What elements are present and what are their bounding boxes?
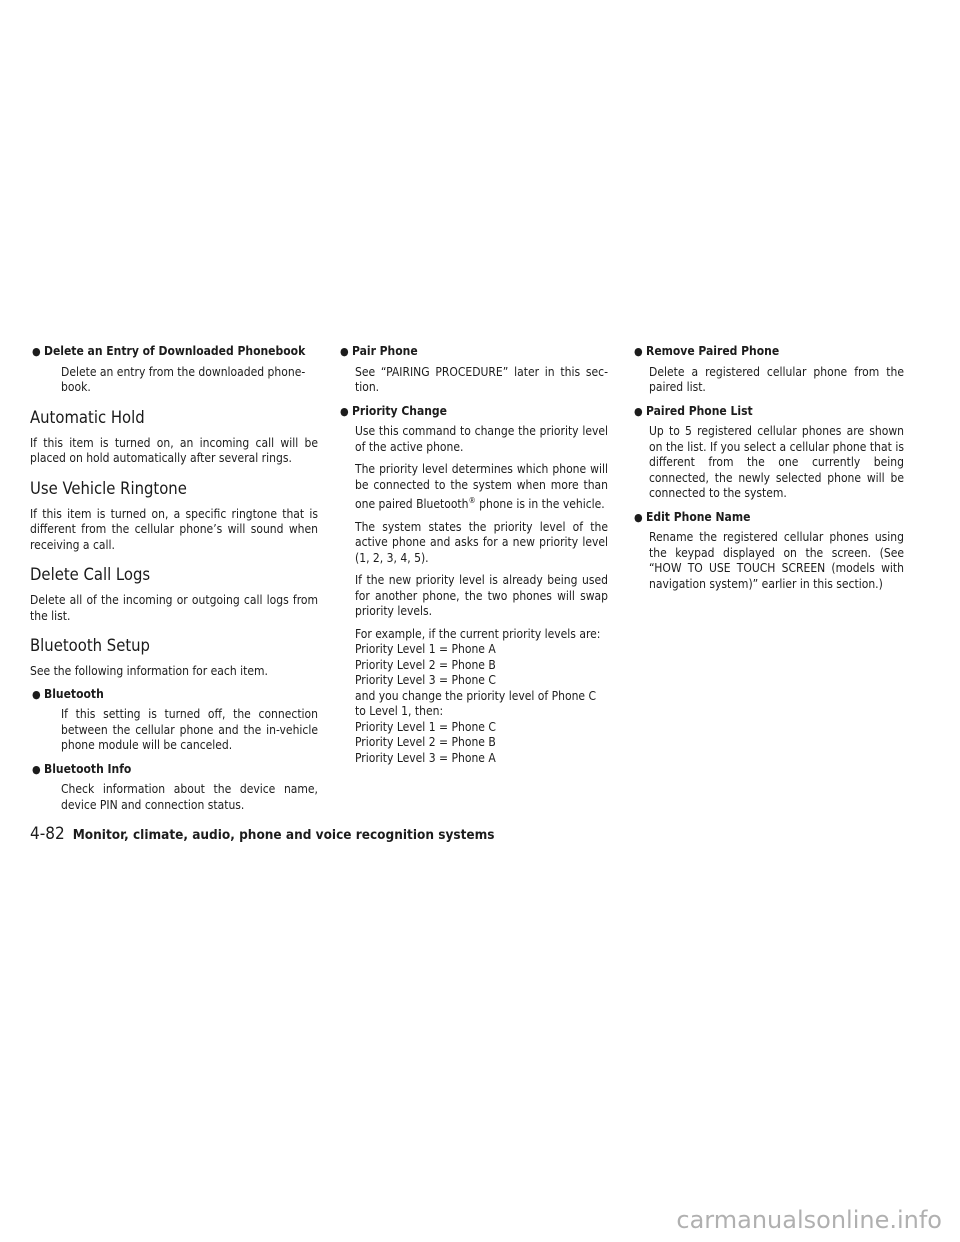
- item-body: [632, 365, 904, 396]
- priority-line: Priority Level 2 = Phone B: [355, 735, 496, 749]
- item-heading: [632, 344, 904, 360]
- priority-line: Priority Level 1 = Phone A: [355, 642, 496, 656]
- paragraph-call-logs: Delete all of the incoming or outgoing call logs from the list.: [30, 593, 318, 623]
- item-title: Bluetooth Info: [44, 761, 132, 776]
- item-text: Use this command to change the priority level of the active phone.: [355, 424, 608, 454]
- text-fragment: The priority level determines which phone will be connected to the system when more than one paired Bluetooth: [355, 462, 608, 511]
- item-heading: [30, 344, 318, 360]
- item-heading: [30, 687, 318, 703]
- page-number: 4-82: [30, 824, 65, 844]
- list-item-bluetooth: [30, 687, 318, 754]
- bullet-icon: ●: [32, 762, 41, 776]
- item-heading: [632, 510, 904, 526]
- column-middle: [338, 344, 608, 774]
- item-heading: [338, 404, 608, 420]
- item-heading: [338, 344, 608, 360]
- item-text: and you change the priority level of Phone C to Level 1, then:: [355, 688, 597, 718]
- item-title: Delete an Entry of Downloaded Phonebook: [44, 344, 306, 358]
- item-body: [632, 424, 904, 502]
- page-footer: [30, 824, 495, 844]
- item-body: [30, 707, 318, 754]
- list-item-pair-phone: [338, 344, 608, 396]
- heading-delete-call-logs: Delete Call Logs: [30, 565, 151, 584]
- item-text: If the new priority level is already being used for another phone, the two phones will swap priority levels.: [355, 573, 608, 618]
- priority-list-after: [355, 720, 608, 767]
- paragraph-automatic-hold: If this item is turned on, an incoming call will be placed on hold automatically after several rings.: [30, 435, 318, 465]
- list-item-bluetooth-info: [30, 762, 318, 814]
- text-fragment: phone is in the vehicle.: [475, 497, 605, 511]
- item-body: [30, 782, 318, 813]
- bullet-icon: ●: [634, 510, 643, 524]
- item-heading: [30, 762, 318, 778]
- item-text: Up to 5 registered cellular phones are shown on the list. If you select a cellular phone that is different from the one currently being connected, the newly selected phone will be connected to the system.: [649, 424, 904, 500]
- bullet-icon: ●: [634, 345, 643, 358]
- list-item-paired-phone-list: [632, 404, 904, 502]
- item-text: The system states the priority level of the active phone and asks for a new priority level (1, 2, 3, 4, 5).: [355, 519, 608, 565]
- item-text: For example, if the current priority levels are:: [355, 626, 601, 641]
- item-text: Check information about the device name, device PIN and connection status.: [61, 782, 318, 812]
- item-title: Pair Phone: [352, 344, 418, 358]
- watermark: carmanualsonline.info: [676, 1206, 942, 1234]
- item-body: [30, 365, 318, 396]
- item-title: Paired Phone List: [646, 403, 753, 418]
- item-title: Priority Change: [352, 403, 447, 418]
- list-item-edit-phone-name: [632, 510, 904, 593]
- column-left: [30, 344, 318, 821]
- column-right: [632, 344, 904, 600]
- item-body: [338, 365, 608, 396]
- heading-use-vehicle-ringtone: Use Vehicle Ringtone: [30, 478, 187, 498]
- list-item-priority-change: [338, 404, 608, 767]
- priority-line: Priority Level 1 = Phone C: [355, 719, 496, 734]
- priority-line: Priority Level 2 = Phone B: [355, 657, 496, 672]
- item-text: [355, 462, 608, 513]
- registered-mark: ®: [468, 496, 476, 505]
- item-text: See “PAIRING PROCEDURE” later in this sec-tion.: [355, 364, 608, 394]
- list-item-remove-paired-phone: [632, 344, 904, 396]
- item-text: Delete a registered cellular phone from the paired list.: [649, 364, 904, 394]
- bullet-icon: ●: [340, 345, 349, 358]
- item-text: Delete an entry from the downloaded phone-book.: [61, 364, 306, 394]
- bullet-icon: ●: [340, 404, 349, 418]
- paragraph-ringtone: If this item is turned on, a specific ringtone that is different from the cellular phone’s will sound when receiving a call.: [30, 506, 318, 552]
- heading-automatic-hold: Automatic Hold: [30, 407, 145, 427]
- priority-line: Priority Level 3 = Phone C: [355, 673, 496, 687]
- priority-list-before: [355, 642, 608, 689]
- item-body: [338, 424, 608, 766]
- bullet-icon: ●: [32, 345, 41, 358]
- section-title: Monitor, climate, audio, phone and voice recognition systems: [72, 827, 495, 843]
- paragraph-bluetooth-setup: See the following information for each item.: [30, 664, 268, 678]
- item-heading: [632, 404, 904, 420]
- heading-bluetooth-setup: Bluetooth Setup: [30, 636, 150, 655]
- priority-line: Priority Level 3 = Phone A: [355, 750, 496, 765]
- item-text: If this setting is turned off, the connection between the cellular phone and the in-vehicle phone module will be canceled.: [61, 707, 318, 752]
- bullet-icon: ●: [32, 687, 41, 701]
- item-title: Remove Paired Phone: [646, 344, 780, 358]
- bullet-icon: ●: [634, 404, 643, 418]
- list-item-delete-entry: [30, 344, 318, 396]
- item-title: Edit Phone Name: [646, 509, 751, 524]
- item-text: Rename the registered cellular phones using the keypad displayed on the screen. (See “HOW TO USE TOUCH SCREEN (models with navigation system)” earlier in this section.): [649, 530, 904, 591]
- item-body: [632, 530, 904, 592]
- item-title: Bluetooth: [44, 686, 104, 701]
